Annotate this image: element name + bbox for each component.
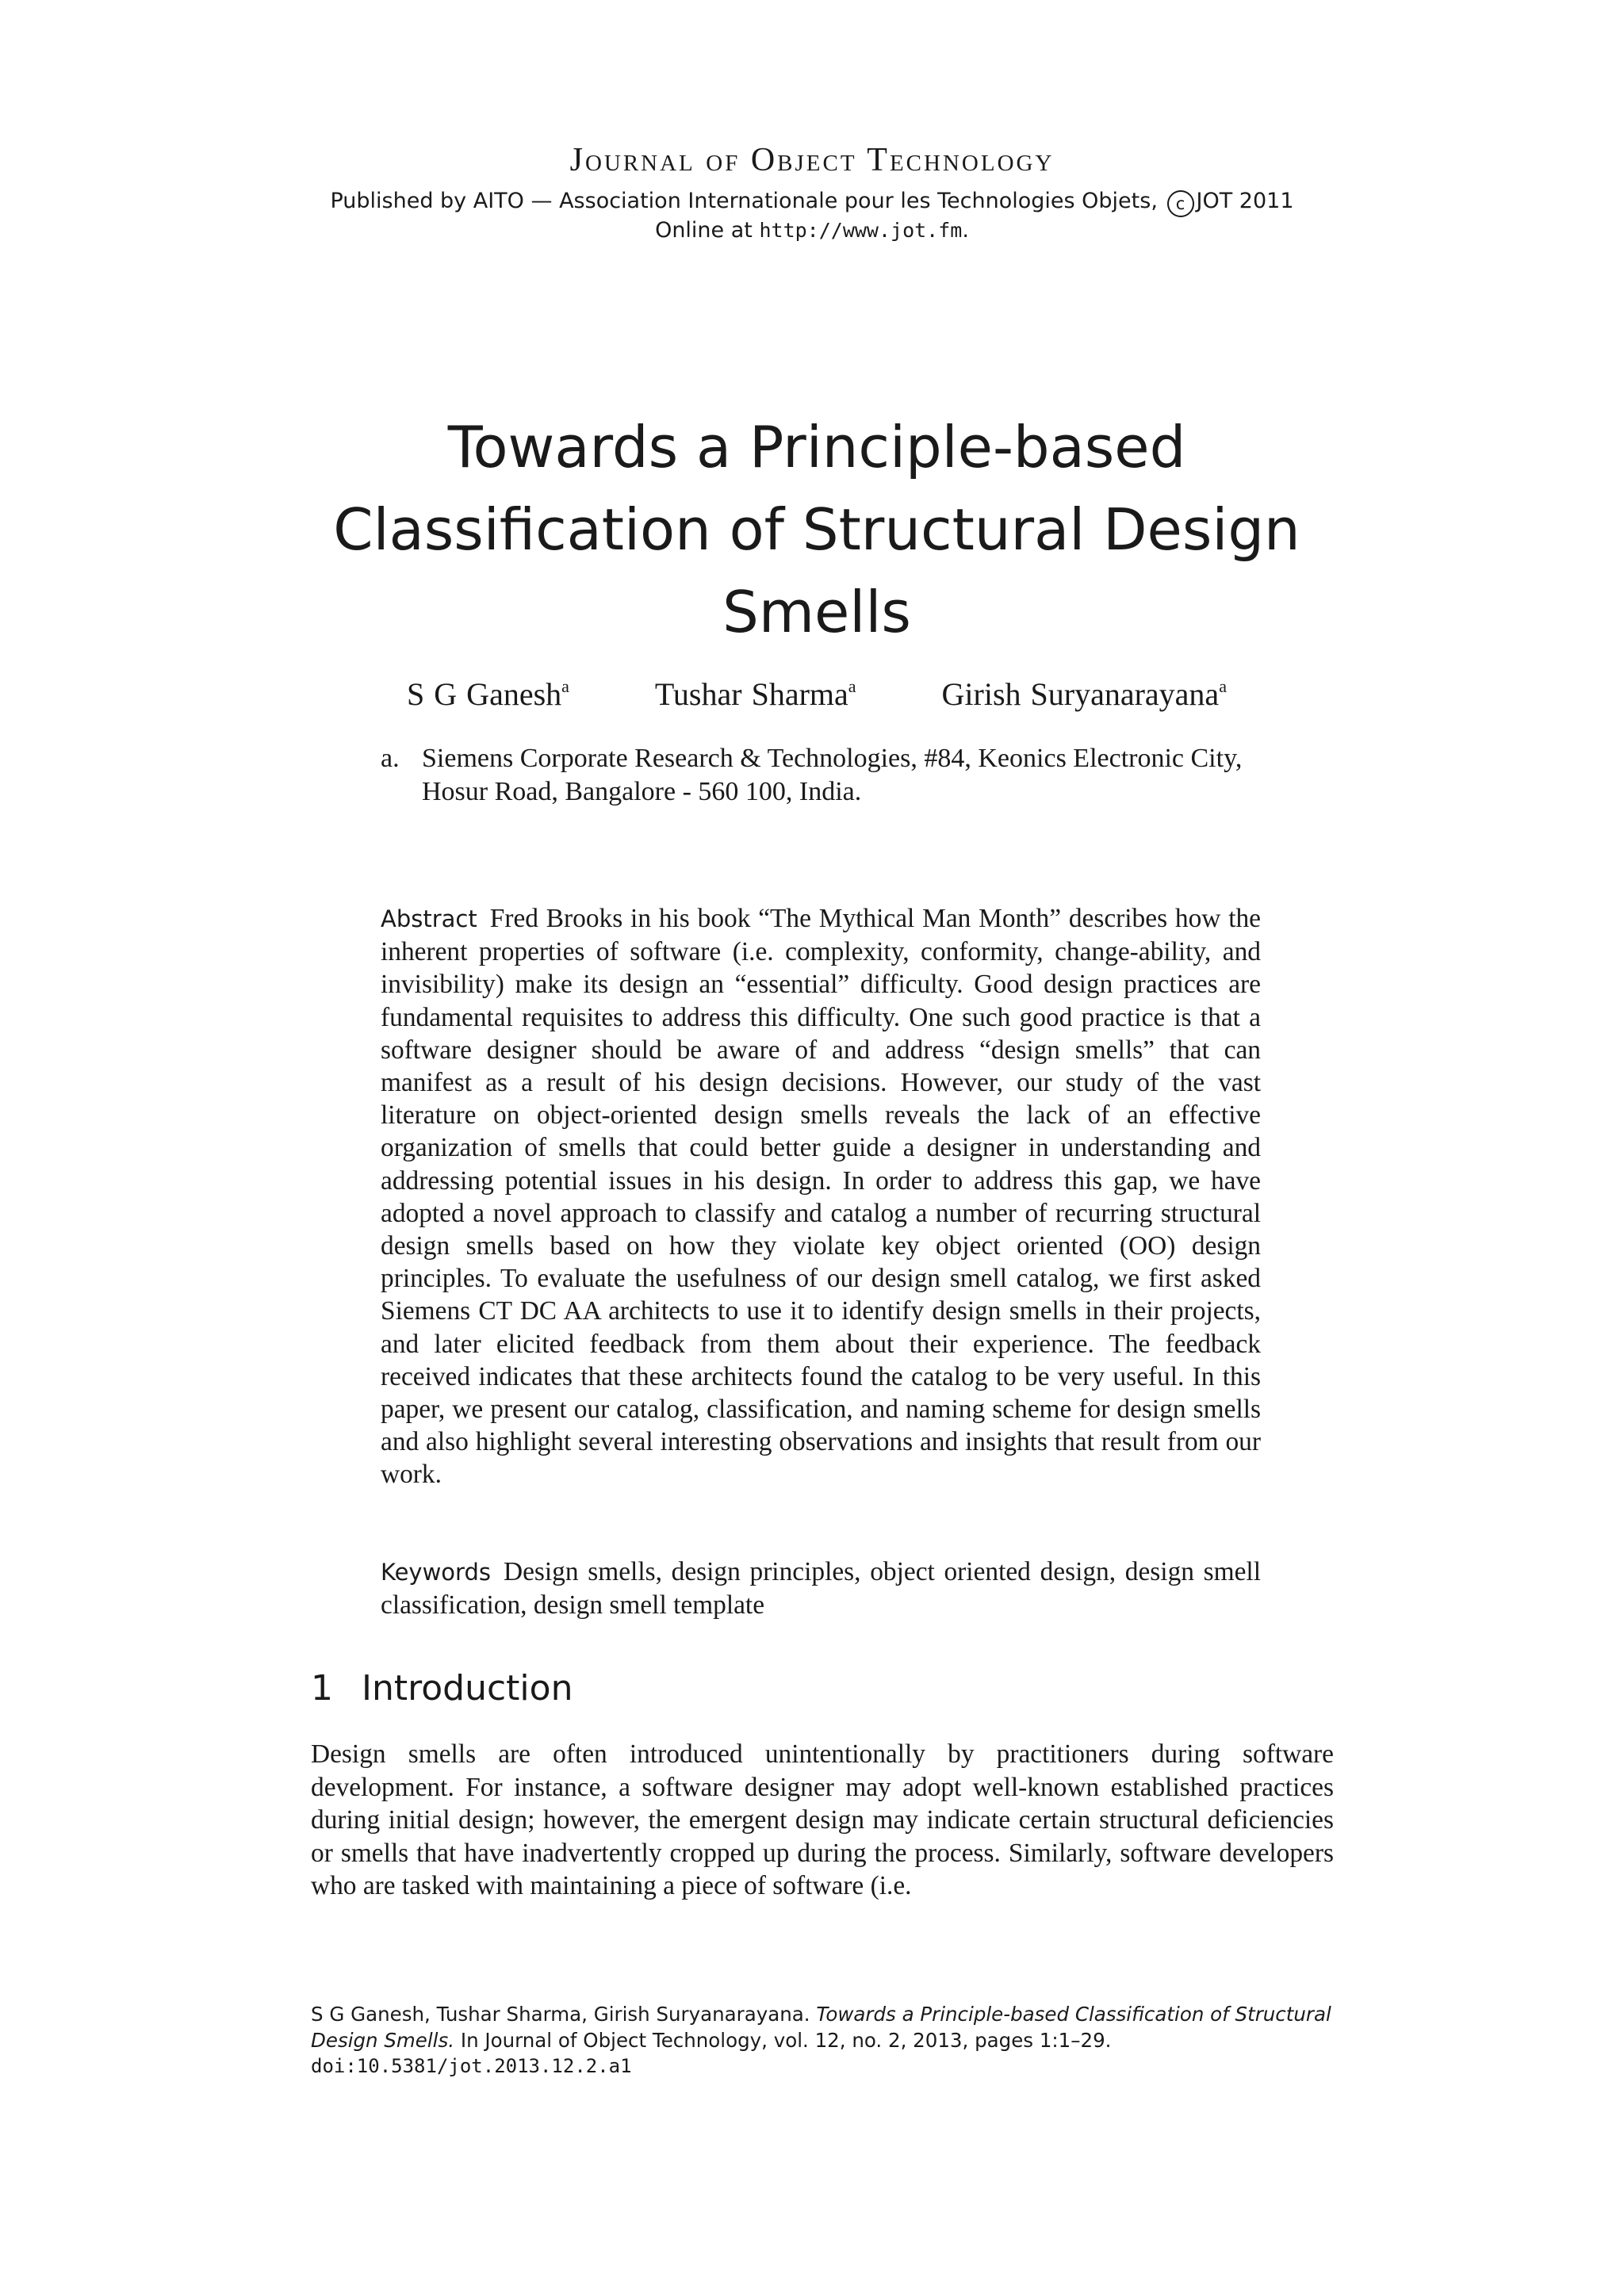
- author-name: Girish Suryanarayana: [941, 676, 1220, 712]
- journal-name: Journal of Object Technology: [569, 142, 1055, 178]
- publisher-year: JOT 2011: [1196, 189, 1294, 213]
- affiliation-text: Siemens Corporate Research & Technologies, #84, Keonics Electronic City, Hosur Road, Bangalore - 560 100, India.: [422, 744, 1243, 806]
- author-affiliation-mark: a: [1219, 676, 1227, 696]
- section-body-text: Design smells are often introduced unintentionally by practitioners during software development. For instance, a software designer may adopt well-known established practices during initial design; however, the emergent design may indicate certain structural deficiencies or smells that have inadvertently cropped up during the process. Similarly, software developers who are tasked with maintaining a piece of software (i.e.: [311, 1739, 1334, 1900]
- author-list: [301, 675, 1332, 713]
- publisher-line: [0, 189, 1624, 217]
- footer-citation: [311, 2001, 1334, 2080]
- citation-title: Towards a Principle-based Classification of Structural Design Smells.: [311, 2003, 1331, 2052]
- affiliation: [381, 742, 1261, 809]
- paper-title: Towards a Principle-based Classification of Structural Design Smells: [333, 414, 1300, 645]
- journal-url-link[interactable]: http://www.jot.fm: [759, 219, 963, 242]
- abstract-text: Fred Brooks in his book “The Mythical Man Month” describes how the inherent properties of software (i.e. complexity, conformity, change-ability, and invisibility) make its design an “essential” difficulty. Good design practices are fundamental requisites to address this difficulty. One such good practice is that a software designer should be aware of and address “design smells” that can manifest as a result of his design decisions. However, our study of the vast literature on object-oriented design smells reveals the lack of an effective organization of smells that could better guide a designer in understanding and addressing potential issues in his design. In order to address this gap, we have adopted a novel approach to classify and catalog a number of recurring structural design smells based on how they violate key object oriented (OO) design principles. To evaluate the usefulness of our design smell catalog, we first asked Siemens CT DC AA architects to use it to identify design smells in their projects, and later elicited feedback from them about their experience. The feedback received indicates that these architects found the catalog to be very useful. In this paper, we present our catalog, classification, and naming scheme for design smells and also highlight several interesting observations and insights that result from our work.: [381, 904, 1261, 1490]
- copyright-icon: c: [1167, 190, 1194, 217]
- publisher-text: Published by AITO — Association Internationale pour les Technologies Objets,: [330, 189, 1158, 213]
- section-title: Introduction: [362, 1668, 573, 1709]
- abstract: [381, 902, 1261, 1491]
- section-number: 1: [311, 1668, 333, 1709]
- author-name: S G Ganesh: [407, 676, 562, 712]
- keywords: [381, 1556, 1261, 1622]
- section-heading: [311, 1668, 573, 1709]
- online-line: [0, 218, 1624, 243]
- author-affiliation-mark: a: [561, 676, 569, 696]
- keywords-label: Keywords: [381, 1559, 491, 1586]
- keywords-text: Design smells, design principles, object oriented design, design smell classification, design smell template: [381, 1557, 1261, 1620]
- author-1: [407, 676, 569, 712]
- abstract-label: Abstract: [381, 905, 477, 932]
- online-prefix: Online at: [655, 218, 753, 243]
- author-3: [942, 676, 1227, 712]
- author-affiliation-mark: a: [848, 676, 856, 696]
- author-2: [655, 676, 856, 712]
- affiliation-mark: a.: [381, 744, 400, 773]
- citation-venue: In Journal of Object Technology, vol. 12, no. 2, 2013, pages 1:1–29.: [460, 2029, 1112, 2052]
- citation-doi[interactable]: doi:10.5381/jot.2013.12.2.a1: [311, 2055, 632, 2077]
- author-name: Tushar Sharma: [654, 676, 848, 712]
- citation-authors: S G Ganesh, Tushar Sharma, Girish Suryanarayana.: [311, 2003, 810, 2026]
- online-suffix: .: [962, 218, 969, 243]
